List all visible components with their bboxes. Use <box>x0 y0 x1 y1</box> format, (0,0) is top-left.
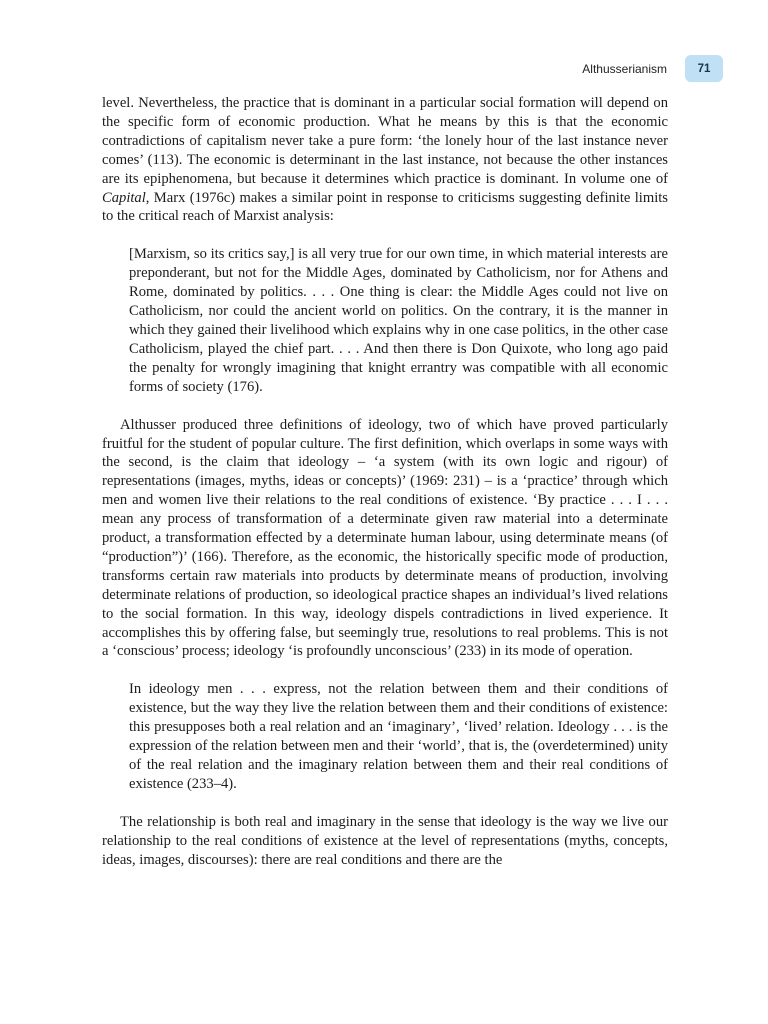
book-title-capital: Capital <box>102 189 146 206</box>
running-title: Althusserianism <box>582 61 667 76</box>
spacer <box>102 397 668 416</box>
paragraph-1-text-b: , Marx (1976c) makes a similar point in response to criticisms suggesting definite limits to the critical reach of Marxist analysis: <box>102 189 668 225</box>
paragraph-2: Althusser produced three definitions of ideology, two of which have proved particularly fruitful for the student of popular culture. The first definition, which overlaps in some ways with the second, is the claim that ideology – ‘a system (with its own logic and rigour) of representations (images, myths, ideas or concepts)’ (1969: 231) – is a ‘practice’ through which men and women live their relations to the real conditions of existence. ‘By practice . . . I . . . mean any process of transformation of a determinate given raw material into a determinate product, a transformation effected by a determinate human labour, using determinate means (of “production”)’ (166). Therefore, as the economic, the historically specific mode of production, transforms certain raw materials into products by determinate means of production, involving determinate relations of production, so ideological practice shapes an individual’s lived relations to the social formation. In this way, ideology dispels contradictions in lived experience. It accomplishes this by offering false, but seemingly true, resolutions to real problems. This is not a ‘conscious’ process; ideology ‘is profoundly unconscious’ (233) in its mode of operation. <box>102 416 668 660</box>
paragraph-1 <box>102 94 668 226</box>
spacer <box>102 226 668 245</box>
body-text <box>102 94 668 870</box>
block-quote-1 <box>129 245 668 396</box>
page-number-badge: 71 <box>685 55 723 82</box>
running-head <box>582 55 723 82</box>
block-quote-2 <box>129 680 668 793</box>
block-quote-2-text: In ideology men . . . express, not the relation between them and their conditions of existence, but the way they live the relation between them and their conditions of existence: this presupposes both a real relation and an ‘imaginary’, ‘lived’ relation. Ideology . . . is the expression of the relation between men and their ‘world’, that is, the (overdetermined) unity of the real relation and the imaginary relation between them and their real conditions of existence (233–4). <box>129 681 668 792</box>
paragraph-1-text-a: level. Nevertheless, the practice that is dominant in a particular social formation will depend on the specific form of economic production. What he means by this is that the economic contradictions of capitalism never take a pure form: ‘the lonely hour of the last instance never comes’ (113). The economic is determinant in the last instance, not because the other instances are its epiphenomena, but because it determines which practice is dominant. In volume one of <box>102 95 668 187</box>
block-quote-1-text: [Marxism, so its critics say,] is all very true for our own time, in which material interests are preponderant, but not for the Middle Ages, dominated by Catholicism, nor for Athens and Rome, dominated by politics. . . . One thing is clear: the Middle Ages could not live on Catholicism, nor could the ancient world on politics. On the contrary, it is the manner in which they gained their livelihood which explains why in one case politics, in the other case Catholicism, played the chief part. . . . And then there is Don Quixote, who long ago paid the penalty for wrongly imagining that knight errantry was compatible with all economic forms of society (176). <box>129 246 668 395</box>
paragraph-3: The relationship is both real and imaginary in the sense that ideology is the way we live our relationship to the real conditions of existence at the level of representations (myths, concepts, ideas, images, discourses): there are real conditions and there are the <box>102 813 668 868</box>
spacer <box>102 794 668 813</box>
spacer <box>102 661 668 680</box>
